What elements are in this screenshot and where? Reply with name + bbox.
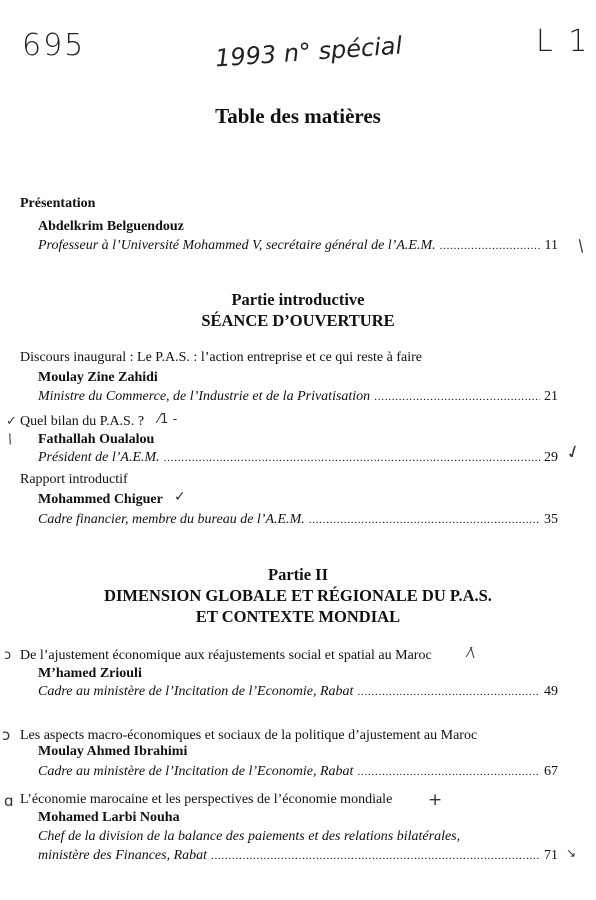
entry-page-number: 35 [544, 512, 558, 527]
entry-title: Les aspects macro-économiques et sociaux de la politique d’ajustement au Maroc [20, 728, 478, 743]
entry-author: Fathallah Oualalou [38, 432, 155, 447]
entry-leader-line [38, 684, 558, 700]
entry-page-number: 11 [544, 238, 558, 253]
leader-dots [357, 764, 540, 780]
handwritten-page-ref: L 1 [536, 24, 591, 59]
check-mark-icon: / [573, 235, 588, 256]
check-mark-icon: / [5, 431, 15, 448]
entry-title: Discours inaugural : Le P.A.S. : l’action entreprise et ce qui reste à faire [20, 350, 422, 365]
page-title: Table des matières [215, 104, 381, 128]
check-mark-icon: ɑ [4, 792, 14, 810]
section-heading: Présentation [20, 196, 96, 211]
check-mark-icon: ✓ [562, 440, 585, 465]
check-mark-icon: ⁄\ [468, 646, 475, 661]
entry-description: Cadre au ministère de l’Incitation de l’Economie, Rabat [38, 764, 354, 779]
check-mark-icon: ⁄1 - [158, 412, 178, 427]
entry-description: Cadre financier, membre du bureau de l’A.E.M. [38, 512, 305, 527]
part-subtitle-continued: ET CONTEXTE MONDIAL [195, 607, 401, 626]
entry-description: Chef de la division de la balance des paiements et des relations bilatérales, [38, 829, 461, 844]
entry-description: Cadre au ministère de l’Incitation de l’Economie, Rabat [38, 684, 354, 699]
part-subtitle: DIMENSION GLOBALE ET RÉGIONALE DU P.A.S. [104, 586, 492, 605]
entry-author: Abdelkrim Belguendouz [38, 219, 184, 234]
entry-author: Moulay Zine Zahidi [38, 370, 158, 385]
entry-page-number: 49 [544, 684, 558, 699]
entry-leader-line [38, 389, 558, 405]
leader-dots [357, 684, 540, 700]
entry-leader-line [38, 512, 558, 528]
check-mark-icon: ↘ [566, 846, 577, 860]
entry-description-continued: ministère des Finances, Rabat [38, 848, 208, 863]
part-heading-two [0, 564, 596, 627]
check-mark-icon: ↄ [4, 648, 12, 663]
entry-author: Mohamed Larbi Nouha [38, 810, 180, 825]
check-mark-icon: ✓ [6, 414, 17, 429]
entry-leader-line [38, 764, 558, 780]
entry-author: Moulay Ahmed Ibrahimi [38, 744, 188, 759]
entry-author: M’hamed Zriouli [38, 666, 142, 681]
entry-description: Ministre du Commerce, de l’Industrie et de la Privatisation [38, 389, 371, 404]
entry-page-number: 71 [544, 848, 558, 863]
entry-page-number: 29 [544, 450, 558, 465]
check-mark-icon: ✓ [174, 489, 186, 505]
entry-page-number: 67 [544, 764, 558, 779]
cross-mark-icon: + [428, 790, 443, 810]
entry-title: L’économie marocaine et les perspectives de l’économie mondiale [20, 792, 393, 807]
leader-dots [211, 848, 540, 864]
entry-page-number: 21 [544, 389, 558, 404]
entry-title: Rapport introductif [20, 472, 128, 487]
leader-dots [309, 512, 540, 528]
part-heading-intro [0, 289, 596, 331]
entry-title: Quel bilan du P.A.S. ? [20, 414, 145, 429]
entry-leader-line [38, 450, 558, 466]
part-subtitle: SÉANCE D’OUVERTURE [201, 311, 395, 330]
part-label: Partie introductive [231, 290, 365, 309]
handwritten-note: 1993 n° spécial [214, 31, 404, 73]
leader-dots [374, 389, 540, 405]
entry-author: Mohammed Chiguer [38, 492, 163, 507]
leader-dots [164, 450, 540, 466]
entry-leader-line [38, 848, 558, 864]
check-mark-icon: ↄ [2, 726, 11, 744]
entry-leader-line [38, 238, 558, 254]
entry-description: Professeur à l’Université Mohammed V, secrétaire général de l’A.E.M. [38, 238, 436, 253]
leader-dots [440, 238, 541, 254]
entry-description: Président de l’A.E.M. [38, 450, 160, 465]
part-label: Partie II [267, 565, 329, 584]
handwritten-number: 695 [22, 28, 86, 63]
entry-title: De l’ajustement économique aux réajustements social et spatial au Maroc [20, 648, 432, 663]
